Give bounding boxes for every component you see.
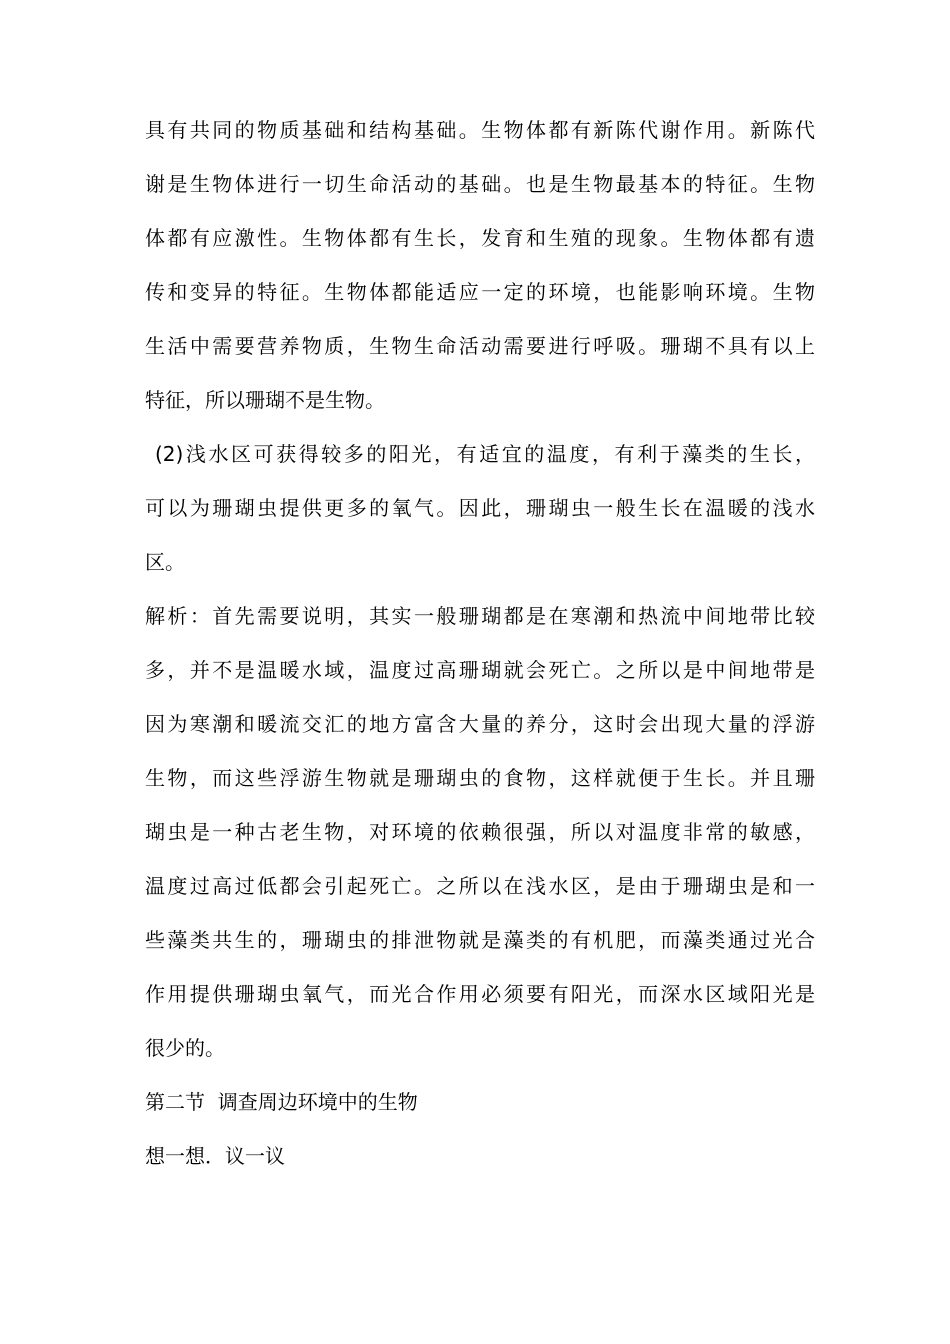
text-line: 体都有应激性。生物体都有生长，发育和生殖的现象。生物体都有遗 xyxy=(145,226,815,250)
text-line: 解析：首先需要说明，其实一般珊瑚都是在寒潮和热流中间地带比较 xyxy=(145,604,815,628)
text-line: 生活中需要营养物质，生物生命活动需要进行呼吸。珊瑚不具有以上 xyxy=(145,334,815,358)
text-line: 作用提供珊瑚虫氧气，而光合作用必须要有阳光，而深水区域阳光是 xyxy=(145,982,815,1006)
text-line: 具有共同的物质基础和结构基础。生物体都有新陈代谢作用。新陈代 xyxy=(145,118,815,142)
subsection-heading: 想一想．议一议 xyxy=(145,1144,285,1168)
text-line: 传和变异的特征。生物体都能适应一定的环境，也能影响环境。生物 xyxy=(145,280,815,304)
section-heading: 第二节 调查周边环境中的生物 xyxy=(145,1090,418,1114)
text-line: 很少的。 xyxy=(145,1036,225,1060)
text-line: 区。 xyxy=(145,550,185,574)
text-line: 特征，所以珊瑚不是生物。 xyxy=(145,388,385,412)
text-line: 瑚虫是一种古老生物，对环境的依赖很强，所以对温度非常的敏感， xyxy=(145,820,815,844)
document-body xyxy=(145,103,815,1183)
text-line: (2)浅水区可获得较多的阳光，有适宜的温度，有利于藻类的生长， xyxy=(155,442,815,466)
text-line: 多，并不是温暖水域，温度过高珊瑚就会死亡。之所以是中间地带是 xyxy=(145,658,815,682)
text-line: 生物，而这些浮游生物就是珊瑚虫的食物，这样就便于生长。并且珊 xyxy=(145,766,815,790)
text-line: 温度过高过低都会引起死亡。之所以在浅水区，是由于珊瑚虫是和一 xyxy=(145,874,815,898)
text-line: 谢是生物体进行一切生命活动的基础。也是生物最基本的特征。生物 xyxy=(145,172,815,196)
text-line: 因为寒潮和暖流交汇的地方富含大量的养分，这时会出现大量的浮游 xyxy=(145,712,815,736)
text-line: 些藻类共生的，珊瑚虫的排泄物就是藻类的有机肥，而藻类通过光合 xyxy=(145,928,815,952)
text-line: 可以为珊瑚虫提供更多的氧气。因此，珊瑚虫一般生长在温暖的浅水 xyxy=(145,496,815,520)
